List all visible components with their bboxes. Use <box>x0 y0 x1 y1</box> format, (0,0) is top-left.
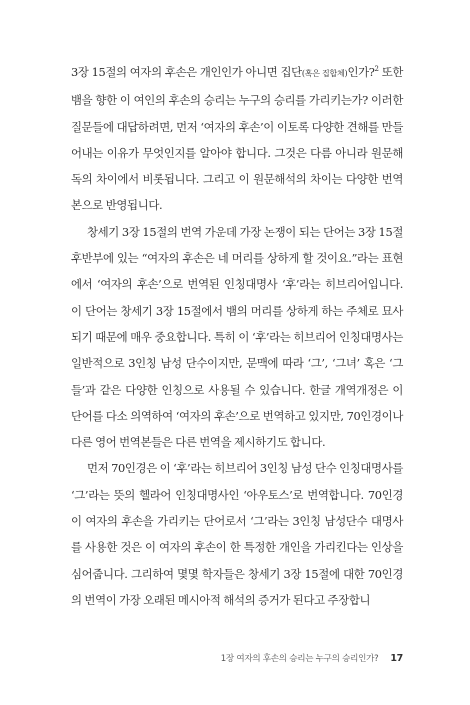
footnote-reference[interactable]: 2 <box>374 65 379 74</box>
page-footer <box>71 652 403 668</box>
body-text <box>71 59 403 613</box>
paragraph-1-inline-note: (혹은 집합체) <box>301 69 348 78</box>
paragraph-1-text-after: 또한 뱀을 향한 이 여인의 후손의 승리는 누구의 승리를 가리키는가? 이러한 질문들에 대답하려면, 먼저 ‘여자의 후손’이 이토록 다양한 견해를 만들어내는 이유가 무엇인지를 알아야 합니다. 그것은 다름 아니라 원문해독의 차이에서 비롯됩니다. 그리고 이 원문해석의 차이는 다양한 번역본으로 반영됩니다. <box>71 65 404 213</box>
page-number: 17 <box>390 653 403 664</box>
paragraph-1-text-mid: 인가? <box>347 65 375 79</box>
paragraph-2: 창세기 3장 15절의 번역 가운데 가장 논쟁이 되는 단어는 3장 15절 후반부에 있는 “여자의 후손은 네 머리를 상하게 할 것이요.”라는 표현에서 ‘여자의 후손’으로 번역된 인칭대명사 ‘후’라는 히브리어입니다. 이 단어는 창세기 3장 15절에서 뱀의 머리를 상하게 하는 주체로 묘사되기 때문에 매우 중요합니다. 특히 이 ‘후’라는 히브리어 인칭대명사는 일반적으로 3인칭 남성 단수이지만, 문맥에 따라 ‘그’, ‘그녀’ 혹은 ‘그들’과 같은 다양한 인칭으로 사용될 수 있습니다. 한글 개역개정은 이 단어를 다소 의역하여 ‘여자의 후손’으로 번역하고 있지만, 70인경이나 다른 영어 번역본들은 다른 번역을 제시하기도 합니다. <box>71 224 403 450</box>
paragraph-1-text-before: 3장 15절의 여자의 후손은 개인인가 아니면 집단 <box>71 65 302 79</box>
running-title: 1장 여자의 후손의 승리는 누구의 승리인가? <box>220 654 379 664</box>
paragraph-3: 먼저 70인경은 이 ‘후’라는 히브리어 3인칭 남성 단수 인칭대명사를 ‘그’라는 뜻의 헬라어 인칭대명사인 ‘아우토스’로 번역합니다. 70인경이 여자의 후손을 가리키는 단어로서 ‘그’라는 3인칭 남성단수 대명사를 사용한 것은 이 여자의 후손이 한 특정한 개인을 가리킨다는 인상을 심어줍니다. 그리하여 몇몇 학자들은 창세기 3장 15절에 대한 70인경의 번역이 가장 오래된 메시아적 해석의 증거가 된다고 주장합니 <box>71 461 403 607</box>
paragraph-1 <box>71 59 403 219</box>
